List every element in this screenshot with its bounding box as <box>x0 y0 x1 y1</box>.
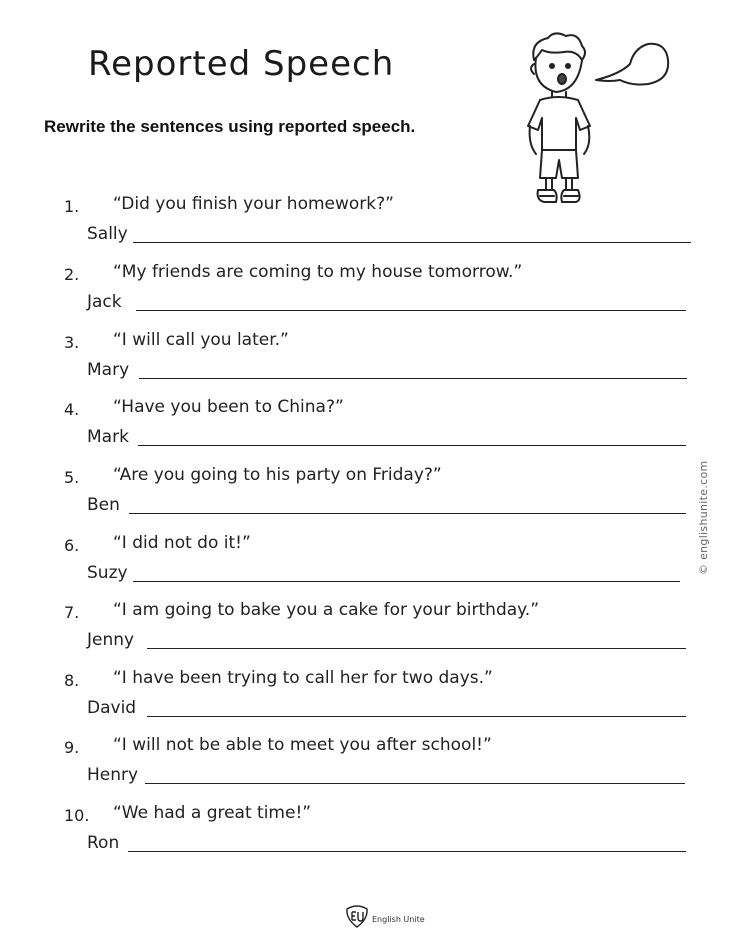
answer-line[interactable] <box>133 242 691 243</box>
question-quote: “I did not do it!” <box>113 533 251 553</box>
answer-line[interactable] <box>136 310 686 311</box>
question-item <box>0 262 736 325</box>
copyright-watermark: © englishunite.com <box>697 460 710 575</box>
answer-line[interactable] <box>138 445 686 446</box>
question-number: 4. <box>64 400 80 419</box>
question-number: 1. <box>64 197 80 216</box>
boy-talking-icon <box>520 30 670 212</box>
speaker-name: Suzy <box>87 563 128 583</box>
question-item <box>0 668 736 731</box>
question-number: 8. <box>64 671 80 690</box>
question-quote: “I will call you later.” <box>113 330 289 350</box>
question-item <box>0 330 736 393</box>
question-quote: “Have you been to China?” <box>113 397 344 417</box>
question-item <box>0 194 736 257</box>
speaker-name: Jenny <box>87 630 135 650</box>
answer-line[interactable] <box>133 581 680 582</box>
question-item <box>0 533 736 596</box>
answer-line[interactable] <box>147 716 686 717</box>
speaker-name: Henry <box>87 765 139 785</box>
question-number: 10. <box>64 806 90 825</box>
question-number: 6. <box>64 536 80 555</box>
question-quote: “Are you going to his party on Friday?” <box>113 465 442 485</box>
question-item <box>0 735 736 798</box>
question-quote: “My friends are coming to my house tomorrow.” <box>113 262 523 282</box>
answer-line[interactable] <box>139 378 687 379</box>
speaker-name: David <box>87 698 137 718</box>
instructions: Rewrite the sentences using reported speech. <box>44 117 416 136</box>
question-number: 2. <box>64 265 80 284</box>
speaker-name: Mark <box>87 427 129 447</box>
question-item <box>0 397 736 460</box>
question-item <box>0 600 736 663</box>
speaker-name: Jack <box>87 292 122 312</box>
speaker-name: Mary <box>87 360 130 380</box>
footer-logo-text: English Unite <box>372 914 425 924</box>
question-quote: “Did you finish your homework?” <box>113 194 394 214</box>
question-quote: “I have been trying to call her for two days.” <box>113 668 493 688</box>
speaker-name: Sally <box>87 224 128 244</box>
question-quote: “We had a great time!” <box>113 803 312 823</box>
question-number: 7. <box>64 603 80 622</box>
question-number: 3. <box>64 333 80 352</box>
answer-line[interactable] <box>129 513 686 514</box>
answer-line[interactable] <box>147 648 686 649</box>
answer-line[interactable] <box>128 851 686 852</box>
english-unite-logo-icon <box>344 903 370 929</box>
question-number: 9. <box>64 738 80 757</box>
speaker-name: Ron <box>87 833 120 853</box>
page-title: Reported Speech <box>88 44 395 84</box>
question-quote: “I will not be able to meet you after school!” <box>113 735 492 755</box>
question-quote: “I am going to bake you a cake for your birthday.” <box>113 600 540 620</box>
speaker-name: Ben <box>87 495 120 515</box>
question-number: 5. <box>64 468 80 487</box>
question-item <box>0 803 736 866</box>
question-item <box>0 465 736 528</box>
answer-line[interactable] <box>145 783 685 784</box>
footer-logo <box>344 902 425 930</box>
